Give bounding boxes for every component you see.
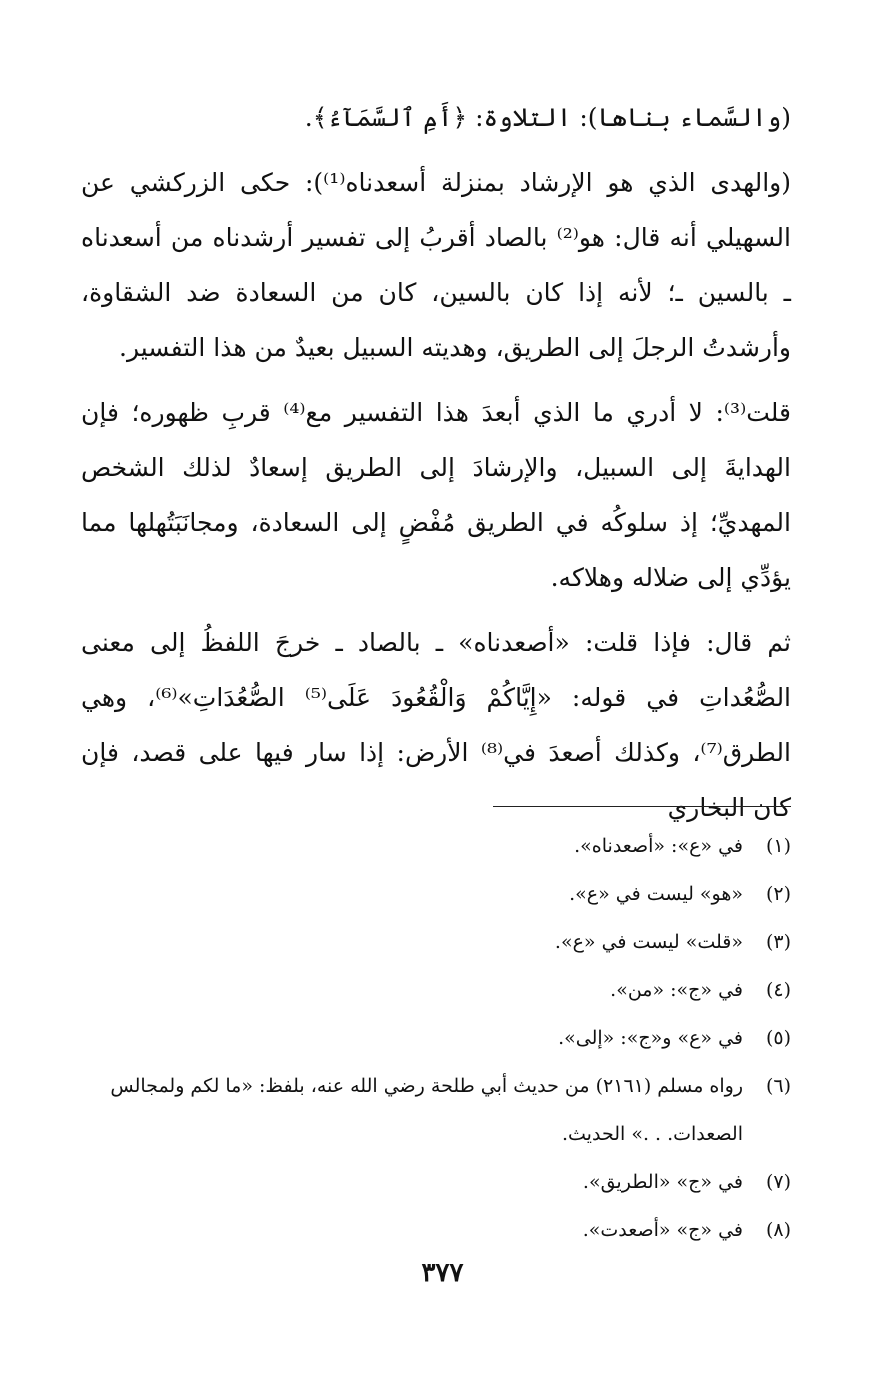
footnote-text: «قلت» ليست في «ع». bbox=[554, 931, 743, 953]
footnote-number: (٤) bbox=[765, 979, 791, 1001]
footnote-number: (٢) bbox=[765, 883, 791, 905]
footnote-item bbox=[79, 918, 791, 966]
footnote-text: في «ج»: «من». bbox=[610, 979, 743, 1001]
footnote-text: «هو» ليست في «ع». bbox=[569, 883, 743, 905]
footnote-item bbox=[79, 870, 791, 918]
footnote-text: في «ج» «أصعدت». bbox=[582, 1219, 743, 1241]
footnote-item bbox=[79, 1158, 791, 1206]
footnote-number: (٣) bbox=[765, 931, 791, 953]
footnote-text: رواه مسلم (٢١٦١) من حديث أبي طلحة رضي الله عنه، بلفظ: «ما لكم ولمجالس الصعدات. . .» الحديث. bbox=[110, 1075, 743, 1145]
footnote-text: في «ع» و«ج»: «إلى». bbox=[558, 1027, 743, 1049]
footnote-item bbox=[79, 1062, 791, 1158]
footnote-item bbox=[79, 966, 791, 1014]
footnotes-list bbox=[79, 822, 791, 1254]
footnote-number: (٨) bbox=[765, 1219, 791, 1241]
paragraph-3: قلت⁽³⁾: لا أدري ما الذي أبعدَ هذا التفسير مع⁽⁴⁾ قربِ ظهوره؛ فإن الهدايةَ إلى السبيل، والإرشادَ إلى الطريق إسعادٌ لذلك الشخص المهديِّ؛ إذ سلوكُه في الطريق مُفْضٍ إلى السعادة، ومجانَبَتُهلها مما يؤدِّي إلى ضلاله وهلاكه. bbox=[81, 398, 791, 592]
footnote-item bbox=[79, 1206, 791, 1254]
paragraph-2: (والهدى الذي هو الإرشاد بمنزلة أسعدناه⁽¹⁾): حكى الزركشي عن السهيلي أنه قال: هو⁽²⁾ بالصاد أقربُ إلى تفسير أرشدناه من أسعدناه ـ بالسين ـ؛ لأنه إذا كان بالسين، كان من السعادة ضد الشقاوة، وأرشدتُ الرجلَ إلى الطريق، وهديته السبيل بعيدٌ من هذا التفسير. bbox=[81, 168, 791, 362]
footnote-number: (٧) bbox=[765, 1171, 791, 1193]
footnote-number: (٦) bbox=[765, 1075, 791, 1097]
footnote-item bbox=[79, 822, 791, 870]
footnote-number: (١) bbox=[765, 835, 791, 857]
paragraph-1: (والسَّماء بناها): التلاوة: ﴿أَمِ ٱلسَّمَآءُ﴾. bbox=[304, 103, 791, 132]
footnote-separator bbox=[493, 806, 791, 807]
main-text-block bbox=[81, 90, 791, 845]
footnote-item bbox=[79, 1014, 791, 1062]
page-number: ٣٧٧ bbox=[421, 1258, 464, 1288]
paragraph-4: ثم قال: فإذا قلت: «أصعدناه» ـ بالصاد ـ خرجَ اللفظُ إلى معنى الصُّعُداتِ في قوله: «إِيَّاكُمْ وَالْقُعُودَ عَلَى⁽⁵⁾ الصُّعُدَاتِ»⁽⁶⁾، وهي الطرق⁽⁷⁾، وكذلك أصعدَ في⁽⁸⁾ الأرض: إذا سار فيها على قصد، فإن كان البخاري bbox=[81, 628, 792, 822]
footnote-text: في «ج» «الطريق». bbox=[582, 1171, 743, 1193]
footnote-text: في «ع»: «أصعدناه». bbox=[574, 835, 743, 857]
footnote-number: (٥) bbox=[765, 1027, 791, 1049]
